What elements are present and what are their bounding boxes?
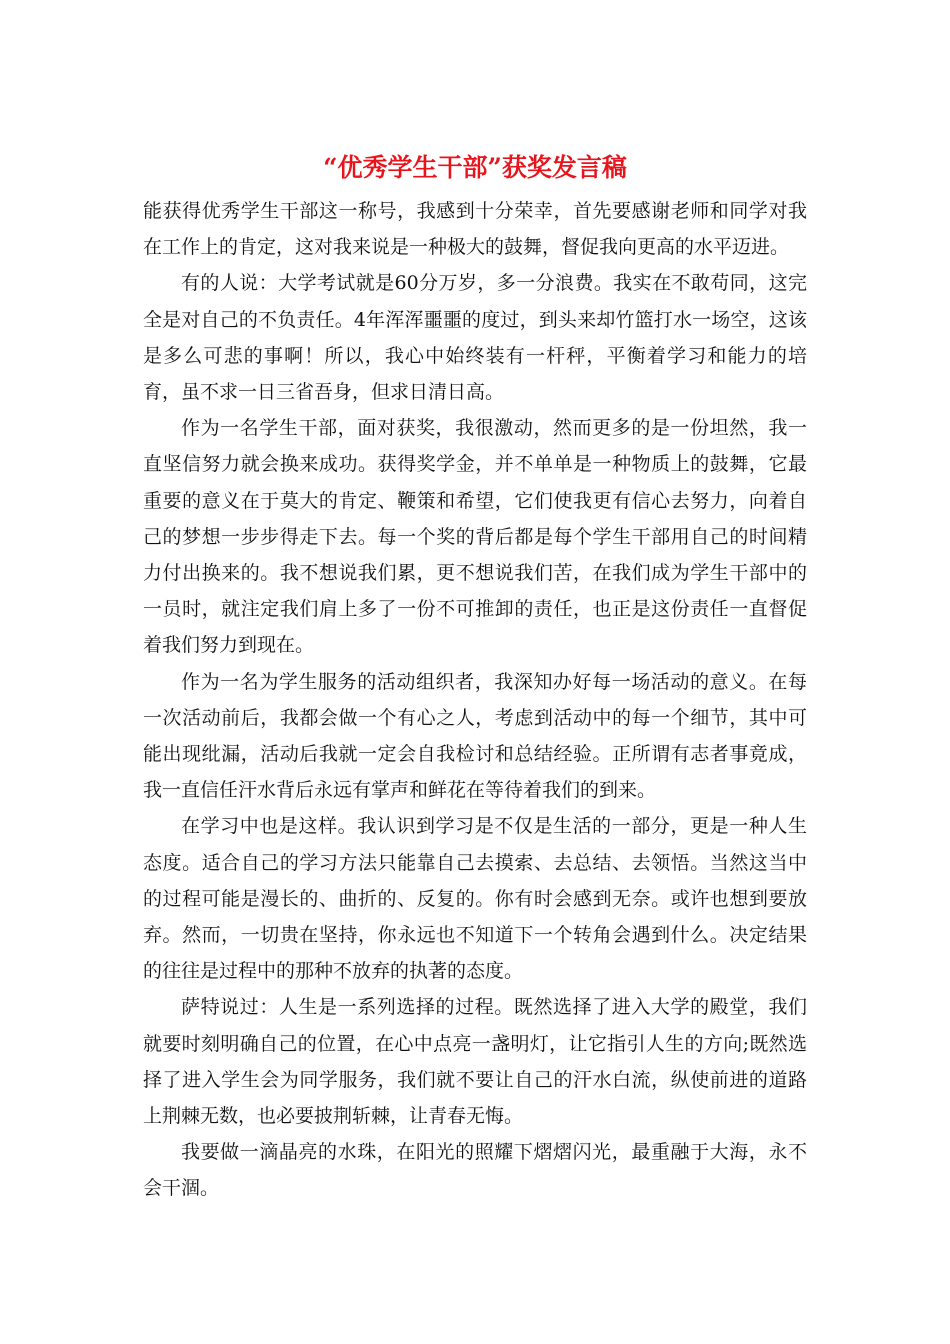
paragraph-1: 能获得优秀学生干部这一称号，我感到十分荣幸，首先要感谢老师和同学对我在工作上的肯定，这对我来说是一种极大的鼓舞，督促我向更高的水平迈进。 [143, 200, 807, 259]
paragraph-7: 我要做一滴晶亮的水珠，在阳光的照耀下熠熠闪光，最重融于大海，永不会干涸。 [143, 1141, 807, 1200]
paragraph-5: 在学习中也是这样。我认识到学习是不仅是生活的一部分，更是一种人生态度。适合自己的学习方法只能靠自己去摸索、去总结、去领悟。当然这当中的过程可能是漫长的、曲折的、反复的。你有时会感到无奈。或许也想到要放弃。然而，一切贵在坚持，你永远也不知道下一个转角会遇到什么。决定结果的往往是过程中的那种不放弃的执著的态度。 [143, 815, 807, 983]
document-body [143, 193, 807, 1207]
paragraph-4: 作为一名为学生服务的活动组织者，我深知办好每一场活动的意义。在每一次活动前后，我都会做一个有心之人，考虑到活动中的每一个细节，其中可能出现纰漏，活动后我就一定会自我检讨和总结经验。正所谓有志者事竟成，我一直信任汗水背后永远有掌声和鲜花在等待着我们的到来。 [143, 670, 807, 802]
paragraph-6: 萨特说过：人生是一系列选择的过程。既然选择了进入大学的殿堂，我们就要时刻明确自己的位置，在心中点亮一盏明灯，让它指引人生的方向;既然选择了进入学生会为同学服务，我们就不要让自己的汗水白流，纵使前进的道路上荆棘无数，也必要披荆斩棘，让青春无悔。 [143, 996, 807, 1128]
document-title: “优秀学生干部”获奖发言稿 [323, 153, 627, 182]
paragraph-3: 作为一名学生干部，面对获奖，我很激动，然而更多的是一份坦然，我一直坚信努力就会换来成功。获得奖学金，并不单单是一种物质上的鼓舞，它最重要的意义在于莫大的肯定、鞭策和希望，它们使我更有信心去努力，向着自己的梦想一步步得走下去。每一个奖的背后都是每个学生干部用自己的时间精力付出换来的。我不想说我们累，更不想说我们苦，在我们成为学生干部中的一员时，就注定我们肩上多了一份不可推卸的责任，也正是这份责任一直督促着我们努力到现在。 [143, 417, 807, 657]
paragraph-2: 有的人说：大学考试就是60分万岁，多一分浪费。我实在不敢苟同，这完全是对自己的不负责任。4年浑浑噩噩的度过，到头来却竹篮打水一场空，这该是多么可悲的事啊！所以，我心中始终装有一杆秤，平衡着学习和能力的培育，虽不求一日三省吾身，但求日清日高。 [143, 272, 807, 404]
